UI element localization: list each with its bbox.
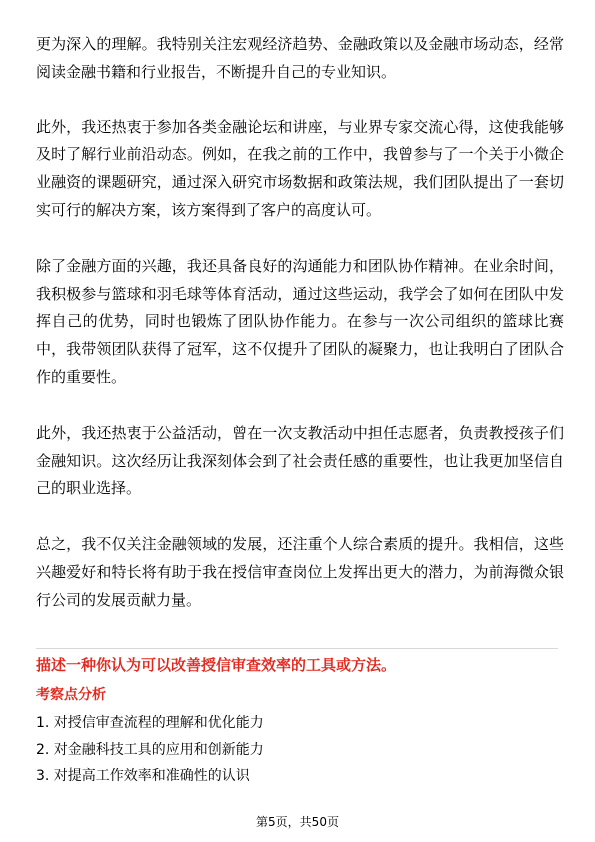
- analysis-point: 2. 对金融科技工具的应用和创新能力: [36, 741, 264, 758]
- analysis-title: 考察点分析: [36, 687, 106, 703]
- paragraph-summary: 总之，我不仅关注金融领域的发展，还注重个人综合素质的提升。我相信，这些兴趣爱好和特长将有助于我在授信审查岗位上发挥出更大的潜力，为前海微众银行公司的发展贡献力量。: [36, 535, 564, 609]
- paragraph-teamwork: 除了金融方面的兴趣，我还具备良好的沟通能力和团队协作精神。在业余时间，我积极参与篮球和羽毛球等体育活动，通过这些运动，我学会了如何在团队中发挥自己的优势，同时也锻炼了团队协作能力。在参与一次公司组织的篮球比赛中，我带领团队获得了冠军，这不仅提升了团队的凝聚力，也让我明白了团队合作的重要性。: [36, 256, 564, 386]
- analysis-points: [36, 710, 264, 790]
- paragraph-volunteer: 此外，我还热衷于公益活动，曾在一次支教活动中担任志愿者，负责教授孩子们金融知识。这次经历让我深刻体会到了社会责任感的重要性，也让我更加坚信自己的职业选择。: [36, 423, 564, 498]
- question-heading: 描述一种你认为可以改善授信审查效率的工具或方法。: [36, 656, 397, 674]
- section-divider: [36, 648, 558, 649]
- page-number-footer: 第5页，共50页: [256, 815, 339, 829]
- paragraph-forums: 此外，我还热衷于参加各类金融论坛和讲座，与业界专家交流心得，这使我能够及时了解行业前沿动态。例如，在我之前的工作中，我曾参与了一个关于小微企业融资的课题研究，通过深入研究市场数据和政策法规，我们团队提出了一套切实可行的解决方案，该方案得到了客户的高度认可。: [36, 117, 564, 219]
- analysis-point: 1. 对授信审查流程的理解和优化能力: [36, 715, 264, 731]
- paragraph-interest-finance: 更为深入的理解。我特别关注宏观经济趋势、金融政策以及金融市场动态，经常阅读金融书籍和行业报告，不断提升自己的专业知识。: [36, 35, 564, 81]
- analysis-point: 3. 对提高工作效率和准确性的认识: [36, 768, 250, 784]
- body-text: [36, 31, 564, 643]
